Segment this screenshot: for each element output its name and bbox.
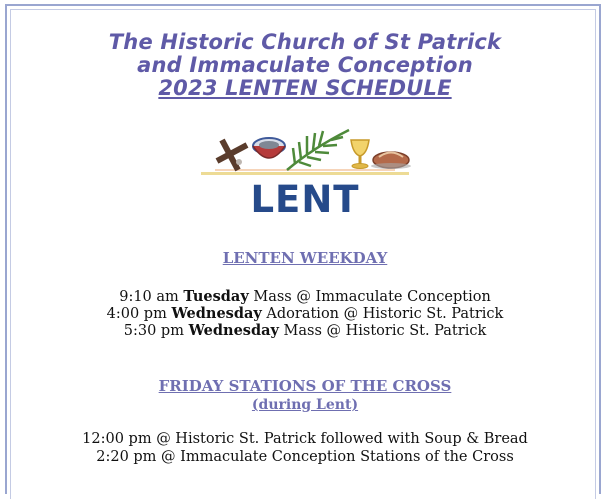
ashes-bowl-icon <box>253 138 285 158</box>
friday-stations-heading: FRIDAY STATIONS OF THE CROSS <box>158 377 452 395</box>
palm-frond-icon <box>287 130 349 170</box>
lent-symbols-illustration <box>195 126 415 186</box>
item-day: Wednesday <box>171 305 262 322</box>
friday-item: 2:20 pm @ Immaculate Conception Stations of the Cross <box>96 449 514 465</box>
schedule-title: 2023 LENTEN SCHEDULE <box>158 76 452 100</box>
church-title-line1: The Historic Church of St Patrick <box>108 30 502 54</box>
weekday-item <box>0 288 610 306</box>
friday-stations-subheading: (during Lent) <box>251 397 359 413</box>
church-title-line2: and Immaculate Conception <box>137 53 473 77</box>
friday-item: 12:00 pm @ Historic St. Patrick followed with Soup & Bread <box>82 431 528 447</box>
item-time: 9:10 am <box>119 289 179 305</box>
bread-icon <box>371 152 411 169</box>
item-time: 4:00 pm <box>106 306 167 322</box>
item-day: Tuesday <box>183 288 249 305</box>
cross-icon <box>216 139 249 172</box>
weekday-item <box>0 322 610 340</box>
weekday-item <box>0 305 610 323</box>
lent-logo-word: LENT <box>250 178 360 221</box>
item-event: Mass @ Historic St. Patrick <box>283 323 487 339</box>
item-day: Wednesday <box>188 322 279 339</box>
item-event: Adoration @ Historic St. Patrick <box>266 306 504 322</box>
item-time: 5:30 pm <box>123 323 184 339</box>
item-event: Mass @ Immaculate Conception <box>253 289 491 305</box>
weekday-heading: LENTEN WEEKDAY <box>222 249 388 267</box>
chalice-icon <box>351 140 369 169</box>
